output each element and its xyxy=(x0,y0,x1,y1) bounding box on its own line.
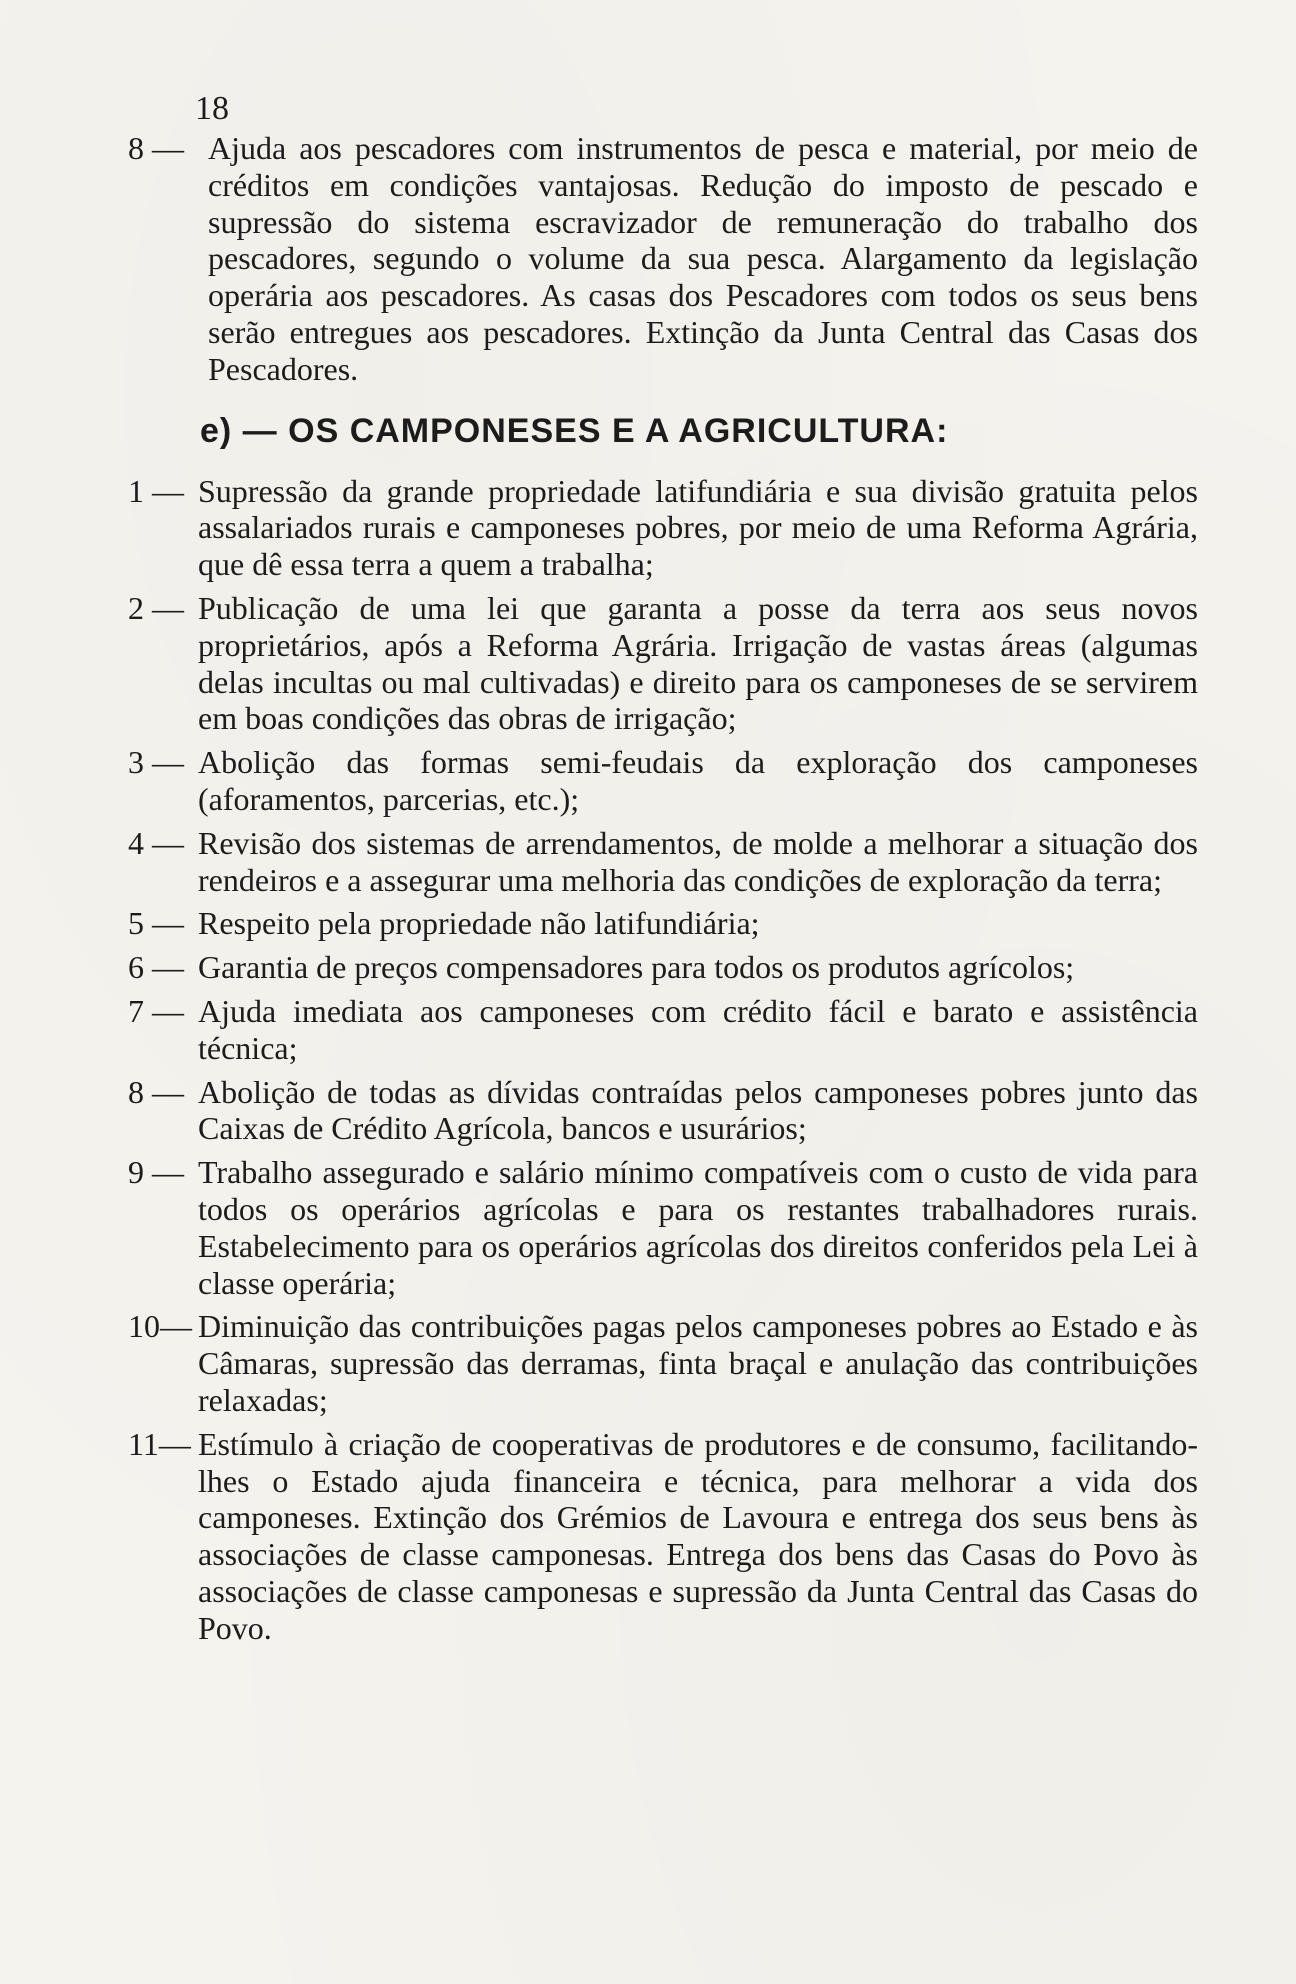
list-item xyxy=(128,744,1198,818)
list-item-number: 9 — xyxy=(128,1154,184,1191)
list-item-text: Estímulo à criação de cooperativas de produtores e de consumo, facilitando-lhes o Estado ajuda financeira e técnica, para melhorar a vida dos camponeses. Extinção dos Grémios de Lavoura e entrega dos seus bens às associações de classe camponesas. Entrega dos bens das Casas do Povo às associações de classe camponesas e supressão da Junta Central das Casas do Povo. xyxy=(198,1425,1198,1646)
list-item xyxy=(128,949,1198,986)
document-body xyxy=(128,130,1198,1654)
list-item-text: Publicação de uma lei que garanta a posse da terra aos seus novos proprietários, após a Reforma Agrária. Irrigação de vastas áreas (algumas delas incultas ou mal cultivadas) e direito para os camponeses de se servirem em boas condições das obras de irrigação; xyxy=(198,590,1198,737)
intro-item-text: Ajuda aos pescadores com instrumentos de pesca e material, por meio de créditos em condições vantajosas. Redução do imposto de pescado e supressão do sistema escravizador de remuneração do trabalho dos pescadores, segundo o volume da sua pesca. Alargamento da legislação operária aos pescadores. As casas dos Pescadores com todos os seus bens serão entregues aos pescadores. Extinção da Junta Central das Casas dos Pescadores. xyxy=(208,130,1198,387)
list-item-text: Trabalho assegurado e salário mínimo compatíveis com o custo de vida para todos os operários agrícolas e para os restantes trabalhadores rurais. Estabelecimento para os operários agrícolas dos direitos conferidos pela Lei à classe operária; xyxy=(198,1154,1198,1301)
list-item-number: 4 — xyxy=(128,824,184,861)
list-item-text: Garantia de preços compensadores para todos os produtos agrícolos; xyxy=(198,949,1075,986)
list-item-text: Ajuda imediata aos camponeses com crédito fácil e barato e assistência técnica; xyxy=(198,993,1198,1066)
list-item-number: 1 — xyxy=(128,472,184,509)
intro-list-item xyxy=(128,130,1198,388)
list-item-text: Diminuição das contribuições pagas pelos camponeses pobres ao Estado e às Câmaras, supressão das derramas, finta braçal e anulação das contribuições relaxadas; xyxy=(198,1308,1198,1418)
list-item xyxy=(128,1074,1198,1148)
list-item-number: 10— xyxy=(128,1308,192,1345)
list-item-number: 3 — xyxy=(128,744,184,781)
section-heading: e) — OS CAMPONESES E A AGRICULTURA: xyxy=(200,411,949,450)
list-item-number: 8 — xyxy=(128,1073,184,1110)
list-item xyxy=(128,993,1198,1067)
list-item-number: 6 — xyxy=(128,949,184,986)
list-item-text: Abolição das formas semi-feudais da exploração dos camponeses (aforamentos, parcerias, etc.); xyxy=(198,744,1198,818)
list-item xyxy=(128,905,1198,942)
list-item xyxy=(128,1154,1198,1301)
list-item-number: 5 — xyxy=(128,905,184,942)
intro-item-number: 8 — xyxy=(128,130,184,166)
list-item-text: Supressão da grande propriedade latifundiária e sua divisão gratuita pelos assalariados rurais e camponeses pobres, por meio de uma Reforma Agrária, que dê essa terra a quem a trabalha; xyxy=(198,472,1198,583)
list-item xyxy=(128,590,1198,737)
list-item-number: 7 — xyxy=(128,993,184,1030)
list-item-text: Respeito pela propriedade não latifundiária; xyxy=(198,905,760,942)
list-item-number: 2 — xyxy=(128,590,184,627)
page-number: 18 xyxy=(195,90,229,127)
list-item-text: Revisão dos sistemas de arrendamentos, de molde a melhorar a situação dos rendeiros e a assegurar uma melhoria das condições de exploração da terra; xyxy=(198,824,1198,898)
list-item-number: 11— xyxy=(128,1425,191,1462)
list-item xyxy=(128,1426,1198,1647)
agriculture-list xyxy=(128,473,1198,1647)
list-item-text: Abolição de todas as dívidas contraídas pelos camponeses pobres junto das Caixas de Crédito Agrícola, bancos e usurários; xyxy=(198,1073,1198,1147)
list-item xyxy=(128,1308,1198,1418)
list-item xyxy=(128,825,1198,899)
list-item xyxy=(128,473,1198,583)
